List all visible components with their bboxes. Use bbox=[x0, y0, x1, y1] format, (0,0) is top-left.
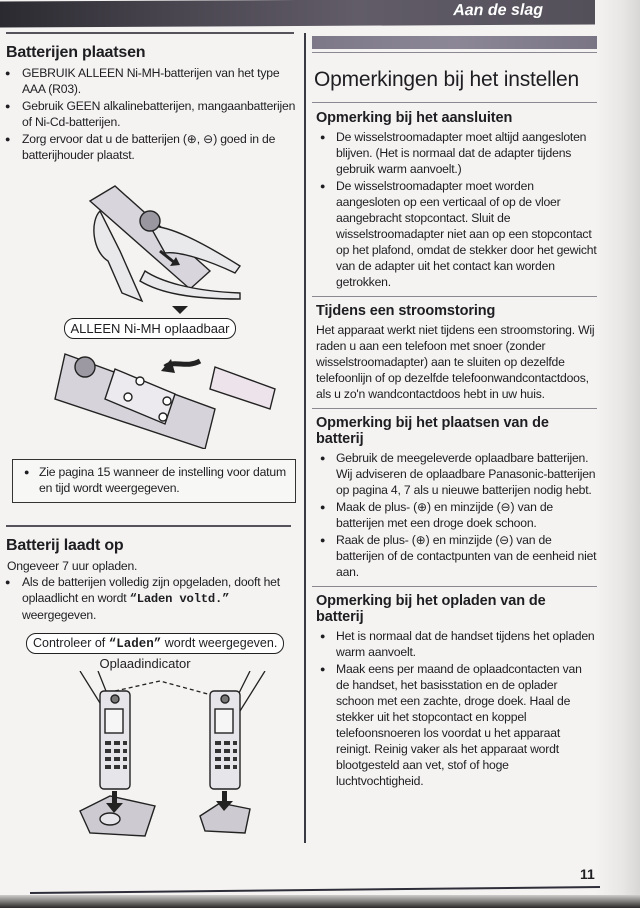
section-rule bbox=[312, 52, 597, 53]
section-header-bar bbox=[0, 0, 595, 28]
section-rule bbox=[312, 586, 597, 587]
open-cover-illustration bbox=[30, 181, 270, 316]
batteries-insert-list bbox=[0, 65, 300, 163]
check-charging-callout: Controleer of “Laden” wordt weergegeven. bbox=[26, 633, 284, 654]
left-column bbox=[0, 32, 300, 841]
handsets-chargers-icon bbox=[10, 671, 290, 841]
connecting-note-list bbox=[312, 129, 597, 290]
list-item: ● Raak de plus- (⊕) en minzijde (⊖) van de batterijen of de contactpunten van de eenheid niet aan. bbox=[312, 532, 597, 580]
nimh-callout: ALLEEN Ni-MH oplaadbaar bbox=[64, 318, 237, 339]
page-number: 11 bbox=[580, 866, 595, 882]
list-item: ● GEBRUIK ALLEEN Ni-MH-batterijen van het type AAA (R03). bbox=[0, 65, 300, 97]
list-item: ● Zie pagina 15 wanneer de instelling voor datum en tijd wordt weergegeven. bbox=[19, 464, 287, 496]
heading-band bbox=[312, 36, 597, 49]
list-item: ● Als de batterijen volledig zijn opgeladen, dooft het oplaadlicht en wordt “Laden voltd.” weergegeven. bbox=[0, 574, 300, 623]
page-bottom-shadow bbox=[0, 895, 640, 908]
batteries-insert-heading: Batterijen plaatsen bbox=[6, 44, 146, 61]
date-time-note bbox=[12, 459, 296, 503]
connecting-note-heading: Opmerking bij het aansluiten bbox=[316, 110, 513, 126]
list-item: ● Gebruik de meegeleverde oplaadbare batterijen. Wij adviseren de oplaadbare Panasonic-batterijen op pagina 4, 7 als u nieuwe batterijen nodig hebt. bbox=[312, 450, 597, 498]
power-failure-text: Het apparaat werkt niet tijdens een stroomstoring. Wij raden u aan een telefoon met snoer (zonder wisselstroomadapter) aan te sluiten op dezelfde telefoonlijn of op dezelfde telefoonwandcontactdoos, als u zo'n wandcontactdoos hebt in uw huis. bbox=[316, 323, 595, 401]
list-item: ● De wisselstroomadapter moet altijd aangesloten blijven. (Het is normaal dat de adapter tijdens gebruik warm aanvoelt.) bbox=[312, 129, 597, 177]
setup-notes-title: Opmerkingen bij het instellen bbox=[314, 68, 580, 91]
charge-indicator-label: Oplaadindicator bbox=[99, 656, 191, 671]
footer-rule bbox=[30, 886, 600, 893]
section-title: Aan de slag bbox=[453, 1, 543, 20]
battery-charging-note-list bbox=[312, 628, 597, 789]
list-item: ● Maak eens per maand de oplaadcontacten van de handset, het basisstation en de oplader schoon met een zachte, droge doek. Haal de stekker uit het stopcontact en koppel telefoonsnoeren los voordat u het apparaat reinigt. Reinig vaker als het apparaat wordt blootgesteld aan vet, stof of hoge luchtvochtigheid. bbox=[312, 661, 597, 789]
column-divider bbox=[304, 33, 306, 843]
section-rule bbox=[312, 296, 597, 297]
list-item: ● Het is normaal dat de handset tijdens het opladen warm aanvoelt. bbox=[312, 628, 597, 660]
section-rule bbox=[6, 525, 291, 527]
charging-callout-wrap bbox=[26, 633, 300, 654]
section-rule bbox=[312, 102, 597, 103]
list-item: ● De wisselstroomadapter moet worden aangesloten op een verticaal of op de vloer aangebracht stopcontact. Sluit de wisselstroomadapter niet aan op een stopcontact op het plafond, omdat de stekker door het gewicht van de adapter uit het contact kan worden getrokken. bbox=[312, 178, 597, 290]
power-failure-heading: Tijdens een stroomstoring bbox=[316, 303, 496, 319]
display-text-code: “Laden voltd.” bbox=[129, 592, 230, 606]
right-column bbox=[312, 33, 597, 790]
battery-compartment-illustration bbox=[15, 339, 285, 449]
battery-charging-note-heading: Opmerking bij het opladen van de batterij bbox=[316, 593, 546, 625]
hands-handset-icon bbox=[30, 181, 270, 316]
battery-compartment-icon bbox=[15, 339, 285, 449]
page-edge-shadow bbox=[595, 0, 640, 908]
charging-list bbox=[0, 574, 300, 623]
charging-intro: Ongeveer 7 uur opladen. bbox=[7, 559, 138, 573]
battery-install-note-heading: Opmerking bij het plaatsen van de batterij bbox=[316, 415, 549, 447]
callout-wrap bbox=[0, 318, 300, 339]
battery-install-note-list bbox=[312, 450, 597, 580]
section-rule bbox=[6, 32, 294, 34]
charging-heading: Batterij laadt op bbox=[6, 537, 124, 554]
list-item: ● Zorg ervoor dat u de batterijen (⊕, ⊖) goed in de batterijhouder plaatst. bbox=[0, 131, 300, 163]
list-item: ● Gebruik GEEN alkalinebatterijen, mangaanbatterijen of Ni-Cd-batterijen. bbox=[0, 98, 300, 130]
list-item: ● Maak de plus- (⊕) en minzijde (⊖) van de batterijen met een droge doek schoon. bbox=[312, 499, 597, 531]
charging-illustration bbox=[10, 671, 290, 841]
section-rule bbox=[312, 408, 597, 409]
